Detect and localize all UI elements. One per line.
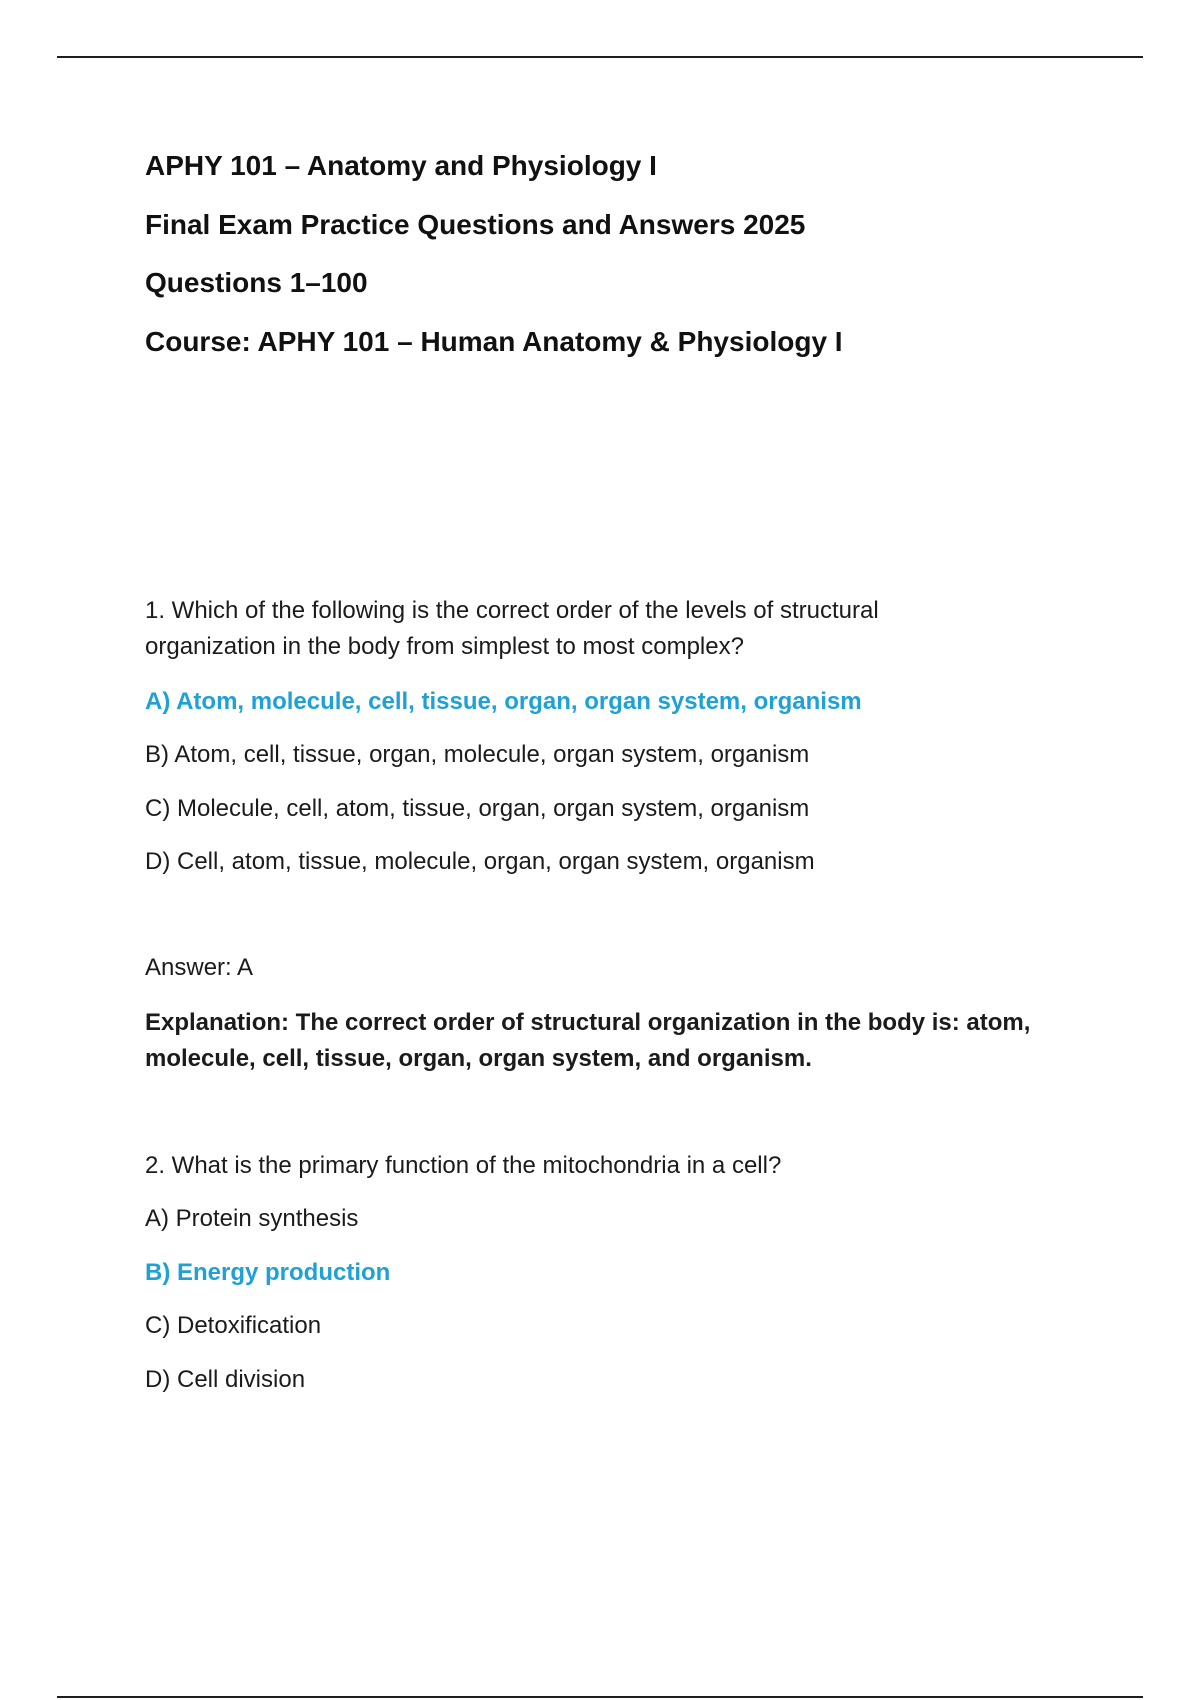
q1-option-d: D) Cell, atom, tissue, molecule, organ, organ system, organism — [145, 848, 815, 875]
top-rule — [57, 56, 1143, 58]
q2-option-d: D) Cell division — [145, 1366, 306, 1393]
q2-option-a: A) Protein synthesis — [145, 1205, 359, 1232]
q1-answer: Answer: A — [145, 954, 254, 981]
exam-title: Final Exam Practice Questions and Answers 2025 — [145, 209, 806, 240]
course-line: Course: APHY 101 – Human Anatomy & Physiology I — [145, 326, 843, 357]
questions-range: Questions 1–100 — [145, 267, 368, 298]
q1-option-a: A) Atom, molecule, cell, tissue, organ, organ system, organism — [145, 688, 862, 715]
q1-explanation: Explanation: The correct order of structural organization in the body is: atom, molecule, cell, tissue, organ, organ system, and organism. — [145, 1009, 1031, 1072]
q1-option-b: B) Atom, cell, tissue, organ, molecule, organ system, organism — [145, 741, 810, 768]
q2-option-c: C) Detoxification — [145, 1312, 322, 1339]
bottom-rule — [57, 1696, 1143, 1698]
question-1-text: 1. Which of the following is the correct order of the levels of structural organization in the body from simplest to most complex? — [145, 597, 879, 660]
q2-option-b: B) Energy production — [145, 1259, 391, 1286]
course-title: APHY 101 – Anatomy and Physiology I — [145, 150, 657, 181]
question-2-text: 2. What is the primary function of the mitochondria in a cell? — [145, 1152, 782, 1179]
q1-option-c: C) Molecule, cell, atom, tissue, organ, organ system, organism — [145, 795, 810, 822]
